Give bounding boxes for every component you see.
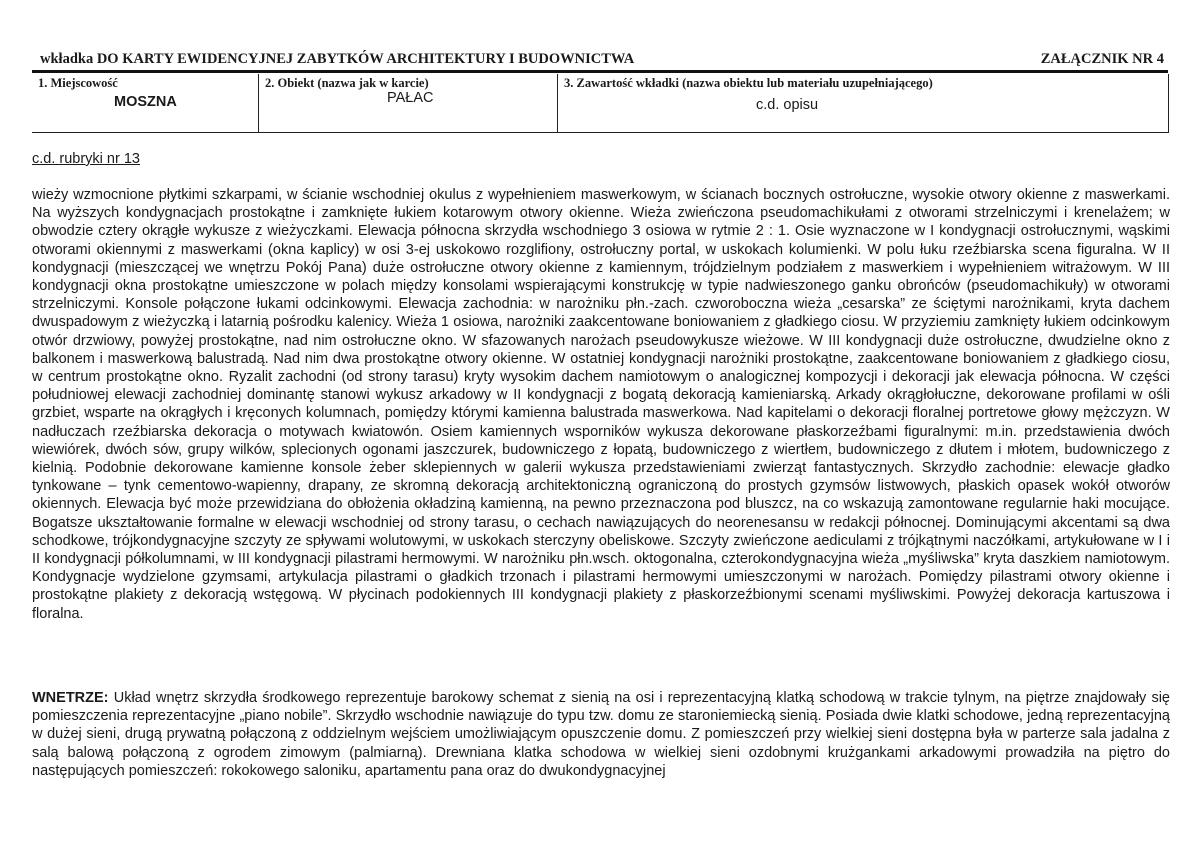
contents-value: c.d. opisu [756,97,819,113]
contents-label: 3. Zawartość wkładki (nazwa obiektu lub materiału uzupełniającego) [564,76,933,90]
section-reference: c.d. rubryki nr 13 [32,151,140,167]
locality-label: 1. Miejscowość [38,76,118,90]
interior-paragraph [32,689,1170,780]
interior-text: Układ wnętrz skrzydła środkowego reprezentuje barokowy schemat z sienią na osi i reprezentacyjną klatką schodową w trakcie tylnym, na piętrze znajdowały się pomieszczenia reprezentacyjne „piano nobile”. Skrzydło wschodnie nawiązuje do typu tzw. domu ze staroniemiecką sienią. Posiada dwie klatki schodowe, jedną reprezentacyjną w dużej sieni, drugą prywatną połączoną z oddzielnym wejściem umożliwiającym opuszczenie domu. Z pomieszczeń przy wielkiej sieni dostępna była w parterze sala jadalna z salą balową połączoną z ogrodem zimowym (palmiarną). Drewniana klatka schodowa w wielkiej sieni ozdobnymi krużgankami arkadowymi prowadziła na piętro do następujących pomieszczeń: rokokowego saloniku, apartamentu pana oraz do dwukondygnacyjnej [32,690,1170,779]
interior-heading: WNETRZE: [32,690,109,706]
object-value: PAŁAC [387,90,434,106]
description-paragraph: wieży wzmocnione płytkimi szkarpami, w ścianie wschodniej okulus z wypełnieniem maswerkowym, w ścianach bocznych ostrołuczne, wysokie otwory okienne z maswerkami. Na wyższych kondygnacjach prostokątne i zamknięte łukiem kotarowym otwory okienne. Wieża zwieńczona pseudomachikułami z otworami strzelniczymi i krenelażem; w obwodzie cztery okrągłe wykusze z wieżyczkami. Elewacja północna skrzydła wschodniego 3 osiowa w rytmie 2 : 1. Osie wyznaczone w I kondygnacji ostrołucznymi, wąskimi otworami okiennymi z maswerkami (okna kaplicy) w osi 3-ej uskokowo rozglifiony, ostrołuczny portal, w uskokach kolumienki. W polu łuku rzeźbiarska scena figuralna. W II kondygnacji (mieszczącej we wnętrzu Pokój Pana) duże ostrołuczne otwory okienne z kamiennym, trójdzielnym podziałem z maswerkiem i wypełnieniem witrażowym. W III kondygnacji okna prostokątne umieszczone w polach między konsolami wspierającymi konstrukcję w typie nadwieszonego ganku obrońców (pseudomachikuły) w otworami strzelniczymi. Konsole połączone łukami odcinkowymi. Elewacja zachodnia: w narożniku płn.-zach. czworoboczna wieża „cesarska” ze ściętymi narożnikami, kryta dachem dwuspadowym z wieżyczką i latarnią pośrodku kalenicy. Wieża 1 osiowa, narożniki zaakcentowane boniowaniem z gładkiego ciosu. W przyziemiu zamknięty łukiem odcinkowym otwór drzwiowy, powyżej prostokątne, nad nim ostrołuczne okno. W sfazowanych narożach pseudowykusze wieżowe. W III kondygnacji duże ostrołuczne, dwudzielne okno z balkonem i maswerkową balustradą. Nad nim dwa prostokątne otwory okienne. W ostatniej kondygnacji narożniki prostokątne, zaakcentowane boniowaniem z gładkiego ciosu, w centrum prostokątne okno. Ryzalit zachodni (od strony tarasu) kryty wysokim dachem namiotowym o analogicznej kompozycji i dekoracji jak elewacja północna. W części południowej elewacji zachodniej dominantę stanowi wykusz arkadowy w II kondygnacji z bogatą dekoracją kamieniarską. Arkady okrągłołuczne, dekorowane profilami w ośli grzbiet, wsparte na okrągłych i kręconych kolumnach, pomiędzy którymi kamienna balustrada maswerkowa. Nad kapitelami o dekoracji floralnej portretowe głowy mężczyzn. W nadłuczach rzeźbiarska dekoracja o motywach kwiatowón. Osiem kamiennych wsporników wykusza dekorowane płaskorzeźbami figuralnymi: m.in. przedstawienia dwóch wiewiórek, dwóch sów, grupy wilków, splecionych ogonami jaszczurek, budowniczego z łopatą, budowniczego z wiertłem, budowniczego z dłutem i młotem, budowniczego z kielnią. Podobnie dekorowane kamienne konsole żeber sklepiennych w galerii wykusza przedstawieniami zwierząt fantastycznych. Skrzydło zachodnie: elewacje gładko tynkowane – tynk cementowo-wapienny, drapany, ze skromną dekoracją architektoniczną ograniczoną do prostych gzymsów listwowych, płaskich opasek wokół otworów okiennych. Elewacja być może przewidziana do obłożenia okładziną kamienną, na pewno przeznaczona pod bluszcz, na co wskazują zamontowane regularnie haki mocujące. Bogatsze ukształtowanie formalne w elewacji wschodniej od strony tarasu, o cechach nawiązujących do neorenesansu w redakcji północnej. Dominującymi akcentami są dwa schodkowe, trójkondygnacyjne szczyty ze spływami wolutowymi, w uskokach sterczyny obeliskowe. Szczyty zwieńczone aediculami z trójkątnymi naczółkami, artykułowane w I i II kondygnacji półkolumnami, w III kondygnacji pilastrami hermowymi. W narożniku płn.wsch. oktogonalna, czterokondygnacyjna wieża „myśliwska” kryta daszkiem namiotowym. Kondygnacje wydzielone gzymsami, artykulacja pilastrami o gładkich trzonach i pilastrami hermowymi umieszczonymi w narożach. Pomiędzy pilastrami otwory okienne i prostokątne plakiety z dekoracją wstęgową. W płycinach podokiennych III kondygnacji plakiety z płaskorzeźbionymi scenami myśliwskimi. Powyżej dekoracja kartuszowa i floralna. [32,187,1170,622]
annex-number: ZAŁĄCZNIK NR 4 [1040,51,1164,67]
card-header [32,50,1168,73]
card-title: wkładka DO KARTY EWIDENCYJNEJ ZABYTKÓW ARCHITEKTURY I BUDOWNICTWA [40,51,635,67]
locality-value: MOSZNA [114,94,177,110]
contents-cell [557,74,1169,132]
locality-cell [32,74,257,132]
header-fields-table [32,74,1169,133]
object-cell [258,74,557,132]
object-label: 2. Obiekt (nazwa jak w karcie) [265,76,429,90]
